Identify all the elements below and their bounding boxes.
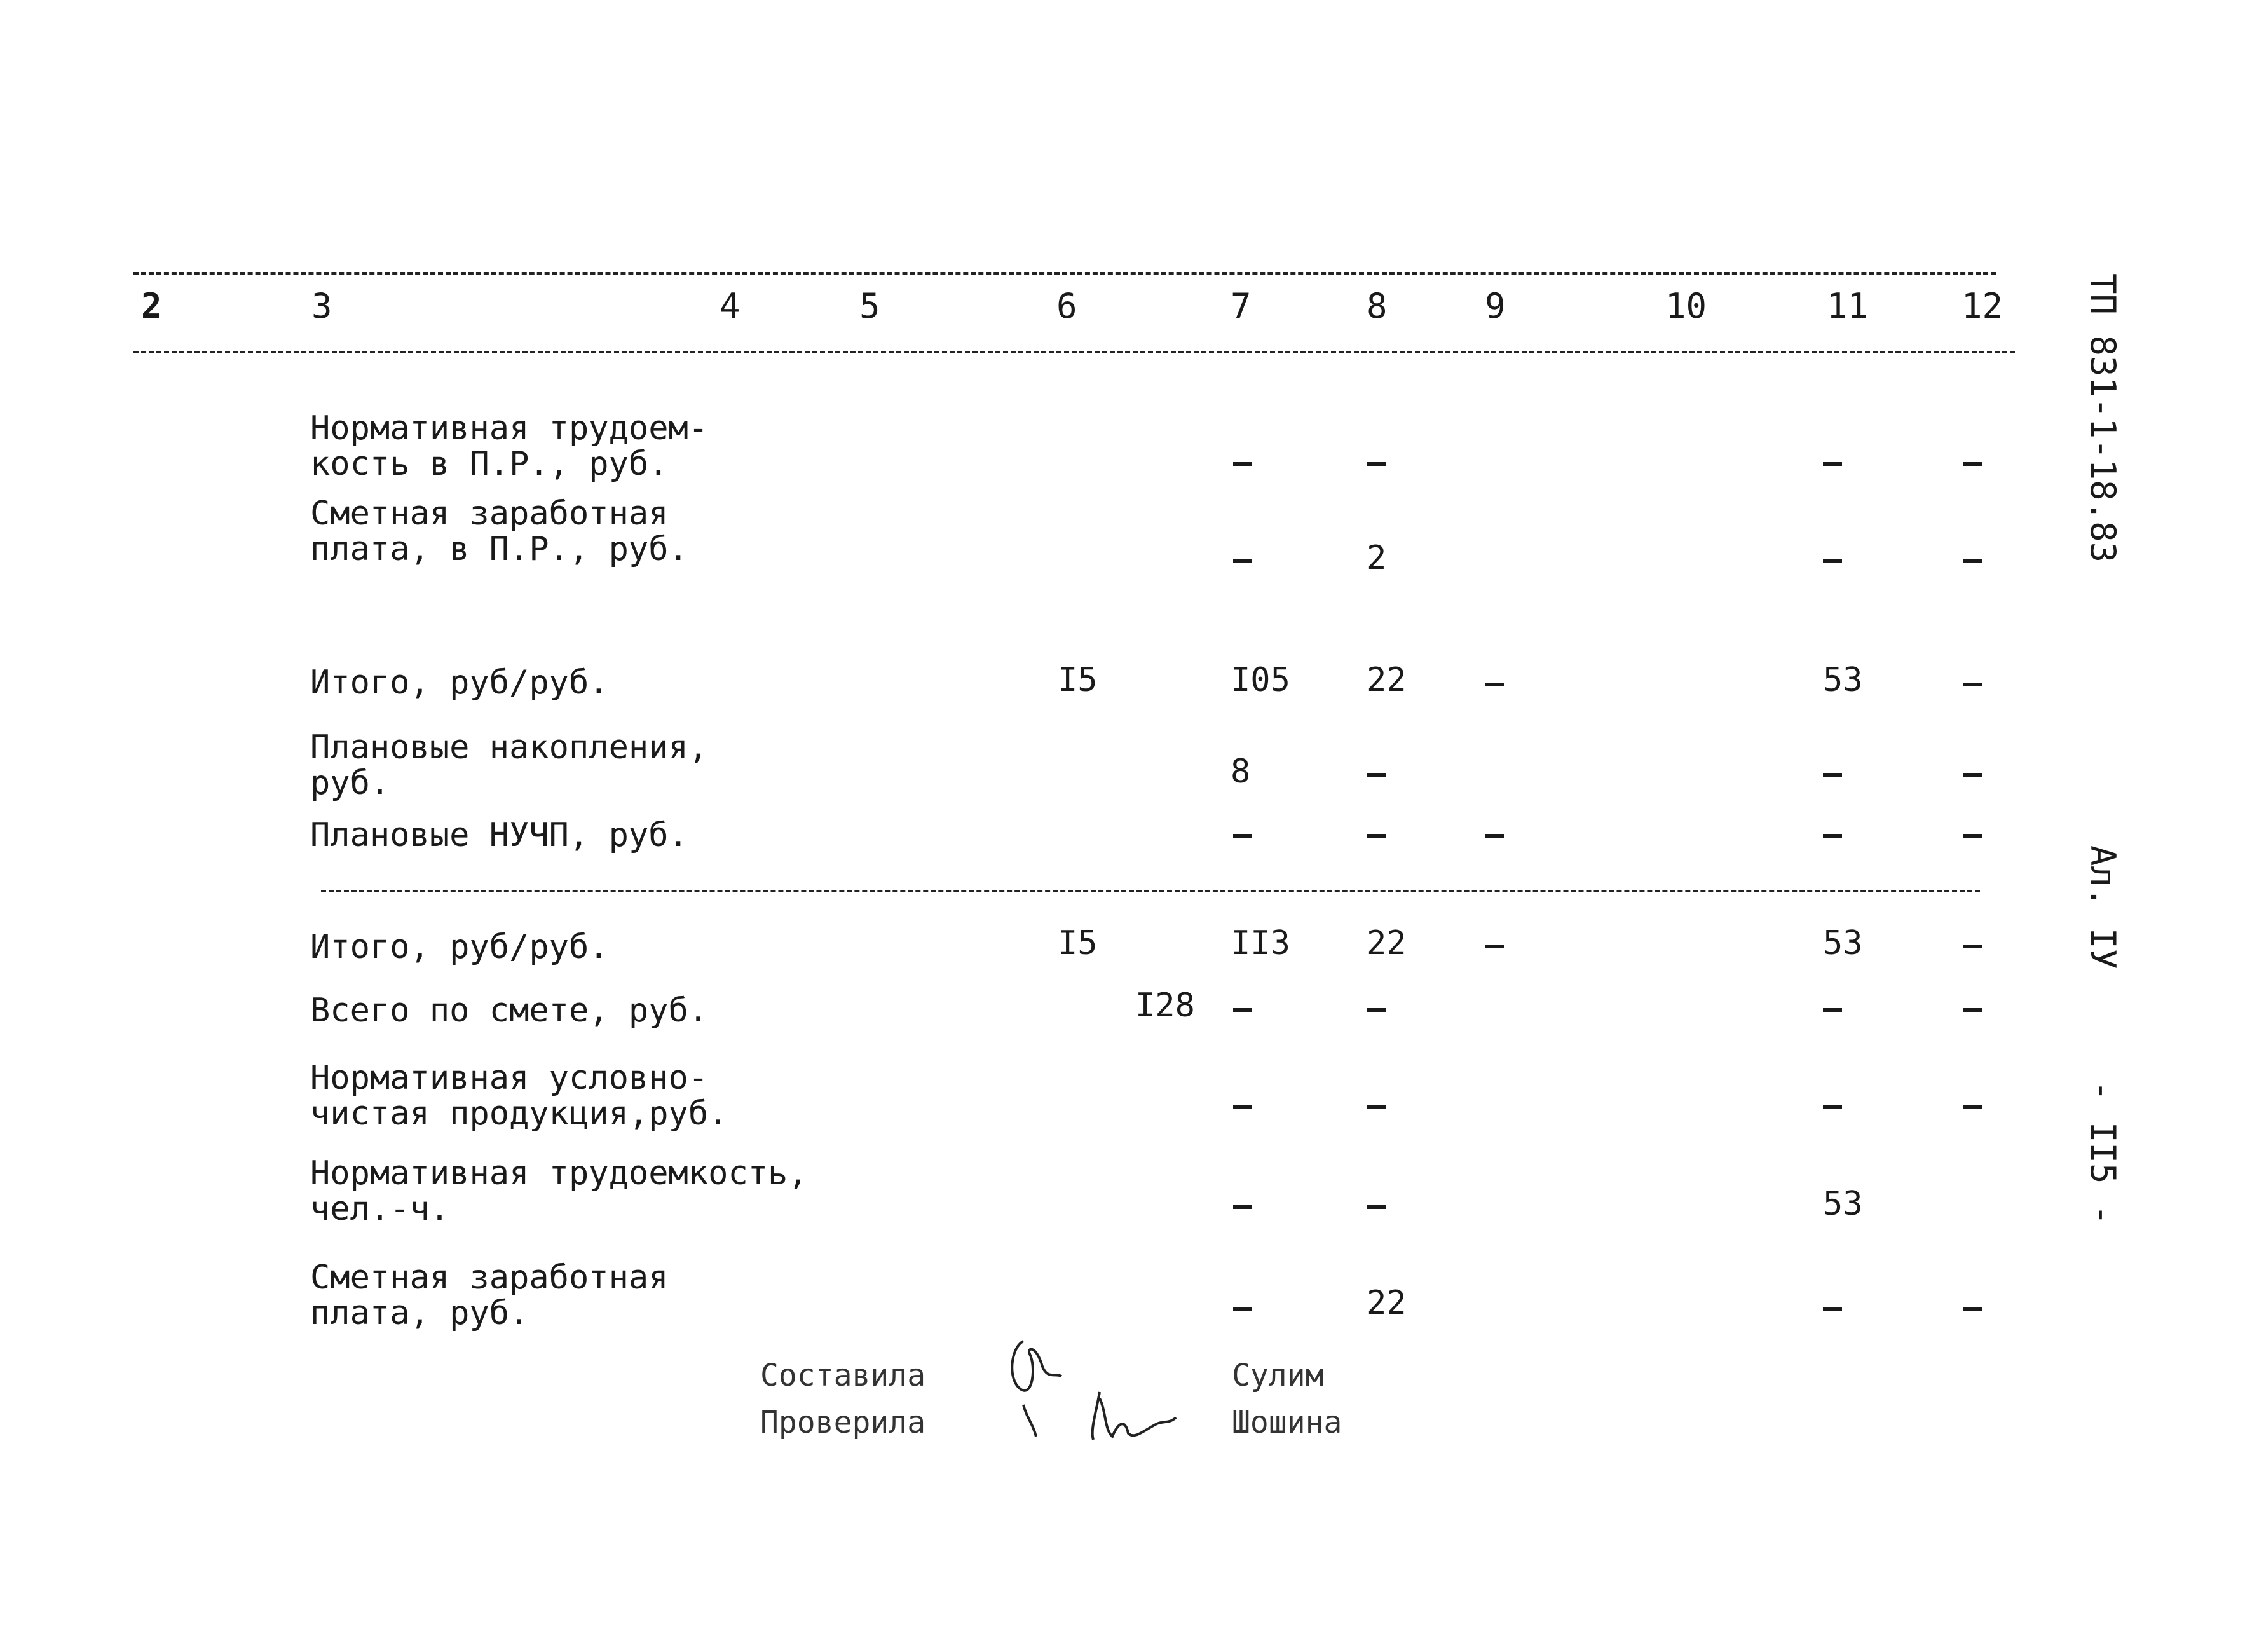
col-header-6: 6 [1056,286,1077,326]
handwritten-signature-2 [1081,1379,1182,1449]
header-top-rule [133,272,1996,275]
row-label: Нормативная трудоем- кость в П.Р., руб. [310,409,709,483]
row-label: Плановые НУЧП, руб. [310,816,688,854]
col-header-4: 4 [720,286,740,326]
cell-dash [1367,462,1386,466]
side-page-number: - II5 - [2083,1081,2123,1225]
col-header-12: 12 [1962,286,2003,326]
compiled-label: Составила [760,1358,926,1393]
col-header-5: 5 [859,286,880,326]
row-label: Всего по смете, руб. [310,992,709,1030]
col-header-11: 11 [1827,286,1869,326]
cell-dash [1823,1008,1842,1012]
cell-value: I05 [1231,661,1290,699]
row-label: Сметная заработная плата, руб. [310,1259,669,1332]
cell-dash [1485,683,1504,686]
cell-dash [1485,834,1504,838]
checked-name: Шошина [1232,1405,1342,1440]
cell-dash [1233,462,1252,466]
cell-value: II3 [1231,924,1290,962]
cell-dash [1963,834,1982,838]
cell-value: 53 [1823,1185,1863,1223]
col-header-9: 9 [1485,286,1506,326]
cell-dash [1963,1105,1982,1109]
cell-dash [1963,945,1982,948]
row-label: Сметная заработная плата, в П.Р., руб. [310,495,688,568]
side-doc-code: ТП 831-1-18.83 [2083,273,2123,563]
row-label: Итого, руб/руб. [310,664,609,702]
cell-value: 22 [1367,661,1407,699]
col-header-8: 8 [1367,286,1388,326]
row-label: Нормативная трудоемкость, чел.-ч. [310,1154,808,1228]
cell-dash [1367,834,1386,838]
cell-value: 22 [1367,924,1407,962]
cell-value: 53 [1823,661,1863,699]
compiled-name: Сулим [1232,1358,1324,1393]
cell-dash [1233,1105,1252,1109]
cell-dash [1963,559,1982,563]
handwritten-signature-1 [998,1328,1081,1443]
cell-value: I5 [1058,924,1098,962]
cell-value: 8 [1231,753,1251,791]
cell-dash [1233,559,1252,563]
cell-value: I28 [1135,986,1195,1025]
cell-value: 22 [1367,1284,1407,1322]
row-label: Нормативная условно- чистая продукция,руб. [310,1059,728,1133]
cell-dash [1963,462,1982,466]
row-label: Итого, руб/руб. [310,928,609,966]
cell-dash [1485,945,1504,948]
side-album: Ал. IУ [2083,845,2123,970]
cell-dash [1367,1008,1386,1012]
cell-value: 2 [1367,539,1387,577]
col-header-3: 3 [311,286,332,326]
cell-value: 53 [1823,924,1863,962]
col-header-7: 7 [1231,286,1252,326]
cell-dash [1367,773,1386,777]
cell-dash [1963,1307,1982,1311]
cell-dash [1367,1105,1386,1109]
cell-dash [1823,1105,1842,1109]
header-bottom-rule [133,351,2015,353]
section-separator [321,890,1980,892]
cell-dash [1963,683,1982,686]
cell-dash [1823,559,1842,563]
cell-dash [1823,1307,1842,1311]
col-header-10: 10 [1665,286,1707,326]
cell-dash [1233,1307,1252,1311]
cell-dash [1823,773,1842,777]
cell-value: I5 [1058,661,1098,699]
row-label: Плановые накопления, руб. [310,728,709,802]
cell-dash [1963,1008,1982,1012]
checked-label: Проверила [760,1405,926,1440]
cell-dash [1367,1205,1386,1209]
cell-dash [1233,1205,1252,1209]
cell-dash [1963,773,1982,777]
cell-dash [1233,1008,1252,1012]
cell-dash [1233,834,1252,838]
cell-dash [1823,462,1842,466]
cell-dash [1823,834,1842,838]
col-header-2: 2 [141,286,162,326]
